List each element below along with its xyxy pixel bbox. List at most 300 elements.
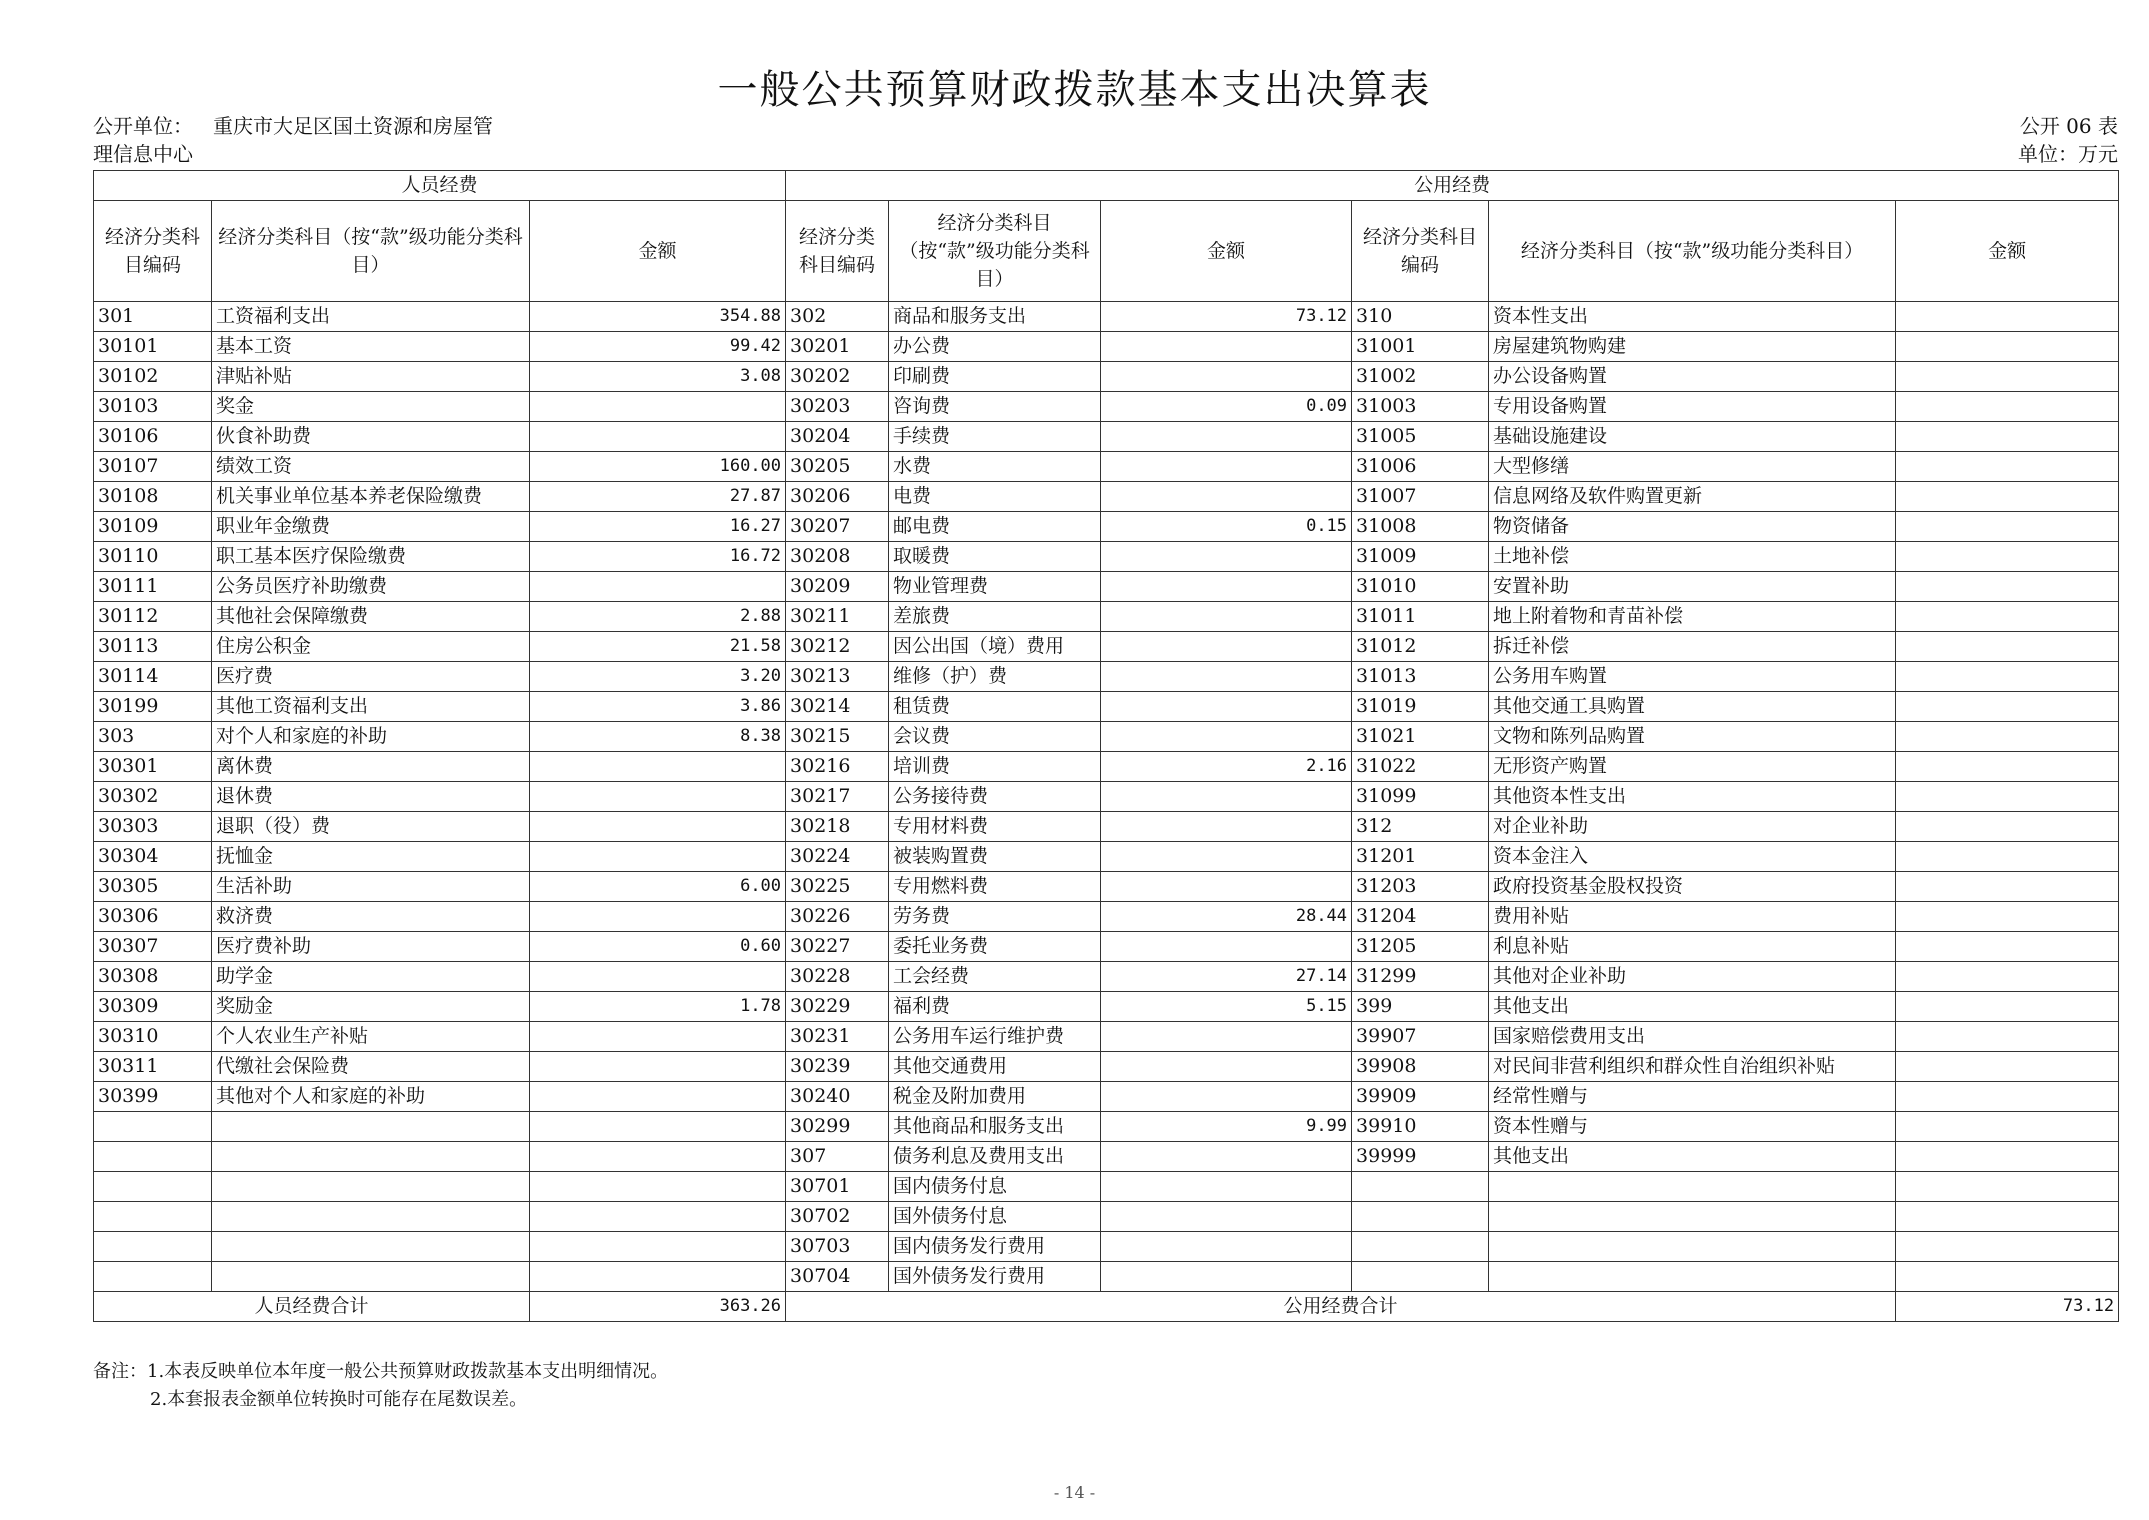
- category-code: 30101: [94, 332, 212, 362]
- amount-cell: [1101, 1022, 1352, 1052]
- col-header-amount: 金额: [1896, 201, 2119, 302]
- category-code: 30214: [786, 692, 889, 722]
- category-name: 助学金: [212, 962, 530, 992]
- table-row: [94, 962, 2119, 992]
- amount-cell: 27.14: [1101, 962, 1352, 992]
- category-name: 水费: [889, 452, 1101, 482]
- category-code: 31205: [1352, 932, 1489, 962]
- category-name: 物业管理费: [889, 572, 1101, 602]
- amount-cell: [1896, 392, 2119, 422]
- amount-cell: [1896, 1082, 2119, 1112]
- table-row: [94, 482, 2119, 512]
- category-name: 公务员医疗补助缴费: [212, 572, 530, 602]
- category-name: 办公费: [889, 332, 1101, 362]
- category-code: 30199: [94, 692, 212, 722]
- amount-cell: [1101, 1142, 1352, 1172]
- category-name: 对企业补助: [1489, 812, 1896, 842]
- category-code: 30112: [94, 602, 212, 632]
- category-code: [94, 1142, 212, 1172]
- category-name: 费用补贴: [1489, 902, 1896, 932]
- category-code: 31013: [1352, 662, 1489, 692]
- amount-cell: [530, 752, 786, 782]
- category-name: 政府投资基金股权投资: [1489, 872, 1896, 902]
- amount-cell: [1896, 452, 2119, 482]
- category-code: 30225: [786, 872, 889, 902]
- category-code: 30305: [94, 872, 212, 902]
- table-row: [94, 1142, 2119, 1172]
- category-name: 绩效工资: [212, 452, 530, 482]
- category-code: 30113: [94, 632, 212, 662]
- category-name: 其他对个人和家庭的补助: [212, 1082, 530, 1112]
- category-code: 30306: [94, 902, 212, 932]
- category-code: [1352, 1172, 1489, 1202]
- amount-cell: [530, 1172, 786, 1202]
- amount-cell: [1101, 1172, 1352, 1202]
- amount-cell: [530, 812, 786, 842]
- table-row: [94, 332, 2119, 362]
- category-code: 31201: [1352, 842, 1489, 872]
- amount-cell: [1896, 1232, 2119, 1262]
- category-code: 30228: [786, 962, 889, 992]
- category-name: 维修（护）费: [889, 662, 1101, 692]
- group-public-header: 公用经费: [786, 171, 2119, 201]
- category-code: 30207: [786, 512, 889, 542]
- amount-cell: 3.08: [530, 362, 786, 392]
- category-code: 30213: [786, 662, 889, 692]
- amount-cell: [1101, 332, 1352, 362]
- category-code: 30205: [786, 452, 889, 482]
- amount-cell: [1101, 422, 1352, 452]
- category-name: 资本性支出: [1489, 302, 1896, 332]
- amount-cell: 99.42: [530, 332, 786, 362]
- category-name: 劳务费: [889, 902, 1101, 932]
- amount-cell: [1101, 602, 1352, 632]
- category-name: [1489, 1202, 1896, 1232]
- amount-cell: [1101, 1232, 1352, 1262]
- category-code: 30240: [786, 1082, 889, 1112]
- category-name: 咨询费: [889, 392, 1101, 422]
- category-code: 30308: [94, 962, 212, 992]
- category-code: 30309: [94, 992, 212, 1022]
- category-code: 30108: [94, 482, 212, 512]
- amount-cell: 2.16: [1101, 752, 1352, 782]
- table-row: [94, 872, 2119, 902]
- category-name: 电费: [889, 482, 1101, 512]
- amount-cell: [530, 422, 786, 452]
- category-code: 31003: [1352, 392, 1489, 422]
- category-name: 专用材料费: [889, 812, 1101, 842]
- category-name: 债务利息及费用支出: [889, 1142, 1101, 1172]
- category-code: 30109: [94, 512, 212, 542]
- amount-cell: [1896, 872, 2119, 902]
- table-row: [94, 842, 2119, 872]
- col-header-amount: 金额: [530, 201, 786, 302]
- category-code: 30307: [94, 932, 212, 962]
- category-name: 利息补贴: [1489, 932, 1896, 962]
- totals-row: [94, 1292, 2119, 1322]
- category-name: [212, 1232, 530, 1262]
- category-name: [212, 1172, 530, 1202]
- amount-cell: [1896, 1172, 2119, 1202]
- category-code: 39909: [1352, 1082, 1489, 1112]
- table-row: [94, 1022, 2119, 1052]
- category-code: [94, 1202, 212, 1232]
- category-name: 商品和服务支出: [889, 302, 1101, 332]
- table-row: [94, 692, 2119, 722]
- unit-name-continued: 理信息中心: [93, 142, 193, 166]
- category-name: 委托业务费: [889, 932, 1101, 962]
- category-code: 30114: [94, 662, 212, 692]
- amount-cell: 0.09: [1101, 392, 1352, 422]
- category-name: 资本金注入: [1489, 842, 1896, 872]
- category-name: 大型修缮: [1489, 452, 1896, 482]
- table-row: [94, 662, 2119, 692]
- category-name: 拆迁补偿: [1489, 632, 1896, 662]
- category-name: 代缴社会保险费: [212, 1052, 530, 1082]
- category-code: 30299: [786, 1112, 889, 1142]
- category-code: 31005: [1352, 422, 1489, 452]
- total-personnel-amount: 363.26: [530, 1292, 786, 1322]
- category-name: 离休费: [212, 752, 530, 782]
- amount-cell: [1896, 1142, 2119, 1172]
- table-row: [94, 722, 2119, 752]
- category-name: 租赁费: [889, 692, 1101, 722]
- amount-cell: [1101, 1052, 1352, 1082]
- category-code: 30103: [94, 392, 212, 422]
- category-name: 印刷费: [889, 362, 1101, 392]
- category-name: 伙食补助费: [212, 422, 530, 452]
- category-code: 30107: [94, 452, 212, 482]
- category-code: 30110: [94, 542, 212, 572]
- category-code: 31010: [1352, 572, 1489, 602]
- category-code: 31011: [1352, 602, 1489, 632]
- category-code: 30203: [786, 392, 889, 422]
- category-name: 取暖费: [889, 542, 1101, 572]
- category-code: 30303: [94, 812, 212, 842]
- category-name: [212, 1202, 530, 1232]
- amount-cell: [530, 1082, 786, 1112]
- category-name: 文物和陈列品购置: [1489, 722, 1896, 752]
- category-name: [212, 1142, 530, 1172]
- category-name: 公务用车运行维护费: [889, 1022, 1101, 1052]
- category-code: 31008: [1352, 512, 1489, 542]
- category-name: 机关事业单位基本养老保险缴费: [212, 482, 530, 512]
- expenditure-table: [93, 170, 2119, 1322]
- amount-cell: 3.86: [530, 692, 786, 722]
- amount-cell: [530, 1202, 786, 1232]
- category-code: 31007: [1352, 482, 1489, 512]
- col-header-name: 经济分类科目（按“款”级功能分类科目）: [1489, 201, 1896, 302]
- table-row: [94, 1262, 2119, 1292]
- category-name: [212, 1262, 530, 1292]
- table-row: [94, 932, 2119, 962]
- amount-cell: 9.99: [1101, 1112, 1352, 1142]
- amount-cell: [1896, 722, 2119, 752]
- category-name: [1489, 1262, 1896, 1292]
- category-code: 30201: [786, 332, 889, 362]
- amount-cell: 73.12: [1101, 302, 1352, 332]
- amount-cell: [530, 782, 786, 812]
- category-name: 职工基本医疗保险缴费: [212, 542, 530, 572]
- table-row: [94, 752, 2119, 782]
- category-name: [212, 1112, 530, 1142]
- amount-cell: [530, 962, 786, 992]
- table-row: [94, 422, 2119, 452]
- category-code: 30206: [786, 482, 889, 512]
- category-name: 奖励金: [212, 992, 530, 1022]
- table-row: [94, 572, 2119, 602]
- amount-cell: [1896, 332, 2119, 362]
- category-name: 国家赔偿费用支出: [1489, 1022, 1896, 1052]
- amount-cell: 0.60: [530, 932, 786, 962]
- amount-cell: [530, 1052, 786, 1082]
- category-code: 30208: [786, 542, 889, 572]
- category-code: 31009: [1352, 542, 1489, 572]
- category-code: 31022: [1352, 752, 1489, 782]
- category-code: 301: [94, 302, 212, 332]
- amount-cell: [1896, 692, 2119, 722]
- category-name: 公务用车购置: [1489, 662, 1896, 692]
- category-name: 办公设备购置: [1489, 362, 1896, 392]
- category-code: 399: [1352, 992, 1489, 1022]
- amount-cell: 21.58: [530, 632, 786, 662]
- category-name: 专用燃料费: [889, 872, 1101, 902]
- col-header-code: 经济分类科目编码: [1352, 201, 1489, 302]
- amount-cell: [530, 1232, 786, 1262]
- table-row: [94, 812, 2119, 842]
- amount-cell: [1101, 842, 1352, 872]
- table-row: [94, 452, 2119, 482]
- table-row: [94, 1082, 2119, 1112]
- amount-cell: [530, 842, 786, 872]
- amount-cell: [1101, 362, 1352, 392]
- category-code: 30301: [94, 752, 212, 782]
- amount-cell: [1101, 572, 1352, 602]
- category-name: 抚恤金: [212, 842, 530, 872]
- category-name: 工资福利支出: [212, 302, 530, 332]
- amount-cell: [1896, 572, 2119, 602]
- amount-cell: [1896, 902, 2119, 932]
- amount-cell: [1101, 812, 1352, 842]
- notes: [93, 1358, 668, 1414]
- category-name: 其他支出: [1489, 992, 1896, 1022]
- amount-cell: [1896, 752, 2119, 782]
- category-name: 国外债务付息: [889, 1202, 1101, 1232]
- category-code: 30212: [786, 632, 889, 662]
- category-code: 30701: [786, 1172, 889, 1202]
- category-code: 30111: [94, 572, 212, 602]
- amount-cell: [1896, 1112, 2119, 1142]
- amount-cell: [1896, 1202, 2119, 1232]
- category-code: 30310: [94, 1022, 212, 1052]
- form-number: 公开 06 表: [2019, 114, 2118, 138]
- category-name: 其他工资福利支出: [212, 692, 530, 722]
- category-name: 国内债务发行费用: [889, 1232, 1101, 1262]
- category-name: 国外债务发行费用: [889, 1262, 1101, 1292]
- category-name: 对民间非营利组织和群众性自治组织补贴: [1489, 1052, 1896, 1082]
- amount-cell: [1101, 782, 1352, 812]
- category-code: 30311: [94, 1052, 212, 1082]
- category-code: [1352, 1202, 1489, 1232]
- category-name: 对个人和家庭的补助: [212, 722, 530, 752]
- amount-cell: [1896, 932, 2119, 962]
- category-code: 39910: [1352, 1112, 1489, 1142]
- table-row: [94, 1172, 2119, 1202]
- category-name: 其他社会保障缴费: [212, 602, 530, 632]
- table-row: [94, 992, 2119, 1022]
- category-name: 被装购置费: [889, 842, 1101, 872]
- category-name: 安置补助: [1489, 572, 1896, 602]
- total-public-label: 公用经费合计: [786, 1292, 1896, 1322]
- note-line: 2.本套报表金额单位转换时可能存在尾数误差。: [150, 1389, 528, 1410]
- col-header-code: 经济分类科目编码: [786, 201, 889, 302]
- category-name: 会议费: [889, 722, 1101, 752]
- amount-cell: [1896, 362, 2119, 392]
- amount-cell: [1101, 932, 1352, 962]
- col-header-name: 经济分类科目（按“款”级功能分类科目）: [889, 201, 1101, 302]
- category-code: 30102: [94, 362, 212, 392]
- amount-cell: 27.87: [530, 482, 786, 512]
- category-code: 30209: [786, 572, 889, 602]
- col-header-amount: 金额: [1101, 201, 1352, 302]
- category-name: 个人农业生产补贴: [212, 1022, 530, 1052]
- table-row: [94, 1052, 2119, 1082]
- amount-cell: [530, 1022, 786, 1052]
- category-name: 其他资本性支出: [1489, 782, 1896, 812]
- category-name: 其他交通费用: [889, 1052, 1101, 1082]
- category-name: 福利费: [889, 992, 1101, 1022]
- category-name: 经常性赠与: [1489, 1082, 1896, 1112]
- category-code: 31299: [1352, 962, 1489, 992]
- amount-cell: [1896, 542, 2119, 572]
- amount-cell: [1896, 992, 2119, 1022]
- category-code: 30218: [786, 812, 889, 842]
- category-name: 其他交通工具购置: [1489, 692, 1896, 722]
- amount-cell: [1896, 1052, 2119, 1082]
- amount-cell: [1896, 962, 2119, 992]
- amount-cell: 6.00: [530, 872, 786, 902]
- amount-cell: [1101, 872, 1352, 902]
- amount-cell: 354.88: [530, 302, 786, 332]
- category-code: 39908: [1352, 1052, 1489, 1082]
- table-row: [94, 1112, 2119, 1142]
- amount-cell: [530, 902, 786, 932]
- total-public-amount: 73.12: [1896, 1292, 2119, 1322]
- category-name: 因公出国（境）费用: [889, 632, 1101, 662]
- table-row: [94, 302, 2119, 332]
- category-code: [94, 1112, 212, 1142]
- amount-cell: [1896, 1262, 2119, 1292]
- category-code: 31001: [1352, 332, 1489, 362]
- category-code: 31203: [1352, 872, 1489, 902]
- category-code: 30204: [786, 422, 889, 452]
- category-code: 39907: [1352, 1022, 1489, 1052]
- col-header-name: 经济分类科目（按“款”级功能分类科目）: [212, 201, 530, 302]
- amount-cell: [1101, 452, 1352, 482]
- category-code: 30217: [786, 782, 889, 812]
- category-name: 国内债务付息: [889, 1172, 1101, 1202]
- amount-cell: 8.38: [530, 722, 786, 752]
- amount-cell: [1101, 692, 1352, 722]
- category-code: 30226: [786, 902, 889, 932]
- category-code: [1352, 1262, 1489, 1292]
- category-code: 302: [786, 302, 889, 332]
- amount-cell: [1101, 1262, 1352, 1292]
- amount-cell: [530, 1112, 786, 1142]
- category-code: 30227: [786, 932, 889, 962]
- category-name: 退职（役）费: [212, 812, 530, 842]
- amount-cell: 16.27: [530, 512, 786, 542]
- amount-cell: [1896, 302, 2119, 332]
- amount-cell: [1896, 1022, 2119, 1052]
- category-code: 30216: [786, 752, 889, 782]
- table-row: [94, 1202, 2119, 1232]
- category-name: 物资储备: [1489, 512, 1896, 542]
- category-code: [94, 1232, 212, 1262]
- category-code: 31002: [1352, 362, 1489, 392]
- category-code: 30202: [786, 362, 889, 392]
- category-name: 工会经费: [889, 962, 1101, 992]
- unit-name: 重庆市大足区国土资源和房屋管: [213, 114, 493, 138]
- amount-cell: [1101, 1082, 1352, 1112]
- total-personnel-label: 人员经费合计: [94, 1292, 530, 1322]
- amount-cell: [1896, 482, 2119, 512]
- category-name: 职业年金缴费: [212, 512, 530, 542]
- category-name: 信息网络及软件购置更新: [1489, 482, 1896, 512]
- category-code: 30302: [94, 782, 212, 812]
- amount-cell: [530, 392, 786, 422]
- money-unit: 单位：万元: [2018, 142, 2118, 166]
- category-code: 30229: [786, 992, 889, 1022]
- page-number: - 14 -: [1053, 1483, 1096, 1502]
- amount-cell: [1101, 722, 1352, 752]
- unit-label: 公开单位：: [93, 114, 193, 138]
- category-name: 生活补助: [212, 872, 530, 902]
- category-code: 30224: [786, 842, 889, 872]
- category-code: 31204: [1352, 902, 1489, 932]
- category-name: 资本性赠与: [1489, 1112, 1896, 1142]
- page-title: 一般公共预算财政拨款基本支出决算表: [717, 67, 1432, 113]
- category-name: 住房公积金: [212, 632, 530, 662]
- category-name: 公务接待费: [889, 782, 1101, 812]
- category-code: 30703: [786, 1232, 889, 1262]
- category-name: [1489, 1232, 1896, 1262]
- category-name: 房屋建筑物购建: [1489, 332, 1896, 362]
- category-code: 30304: [94, 842, 212, 872]
- amount-cell: 3.20: [530, 662, 786, 692]
- category-code: 303: [94, 722, 212, 752]
- table-row: [94, 1232, 2119, 1262]
- category-code: [94, 1262, 212, 1292]
- amount-cell: [1896, 602, 2119, 632]
- category-name: 税金及附加费用: [889, 1082, 1101, 1112]
- category-code: 30239: [786, 1052, 889, 1082]
- table-row: [94, 362, 2119, 392]
- amount-cell: 5.15: [1101, 992, 1352, 1022]
- category-name: 奖金: [212, 392, 530, 422]
- amount-cell: [1101, 1202, 1352, 1232]
- amount-cell: [530, 572, 786, 602]
- category-name: 津贴补贴: [212, 362, 530, 392]
- amount-cell: [1896, 662, 2119, 692]
- category-code: 30702: [786, 1202, 889, 1232]
- category-code: 310: [1352, 302, 1489, 332]
- amount-cell: [530, 1142, 786, 1172]
- amount-cell: 16.72: [530, 542, 786, 572]
- amount-cell: [1896, 422, 2119, 452]
- category-name: 其他对企业补助: [1489, 962, 1896, 992]
- category-name: 医疗费: [212, 662, 530, 692]
